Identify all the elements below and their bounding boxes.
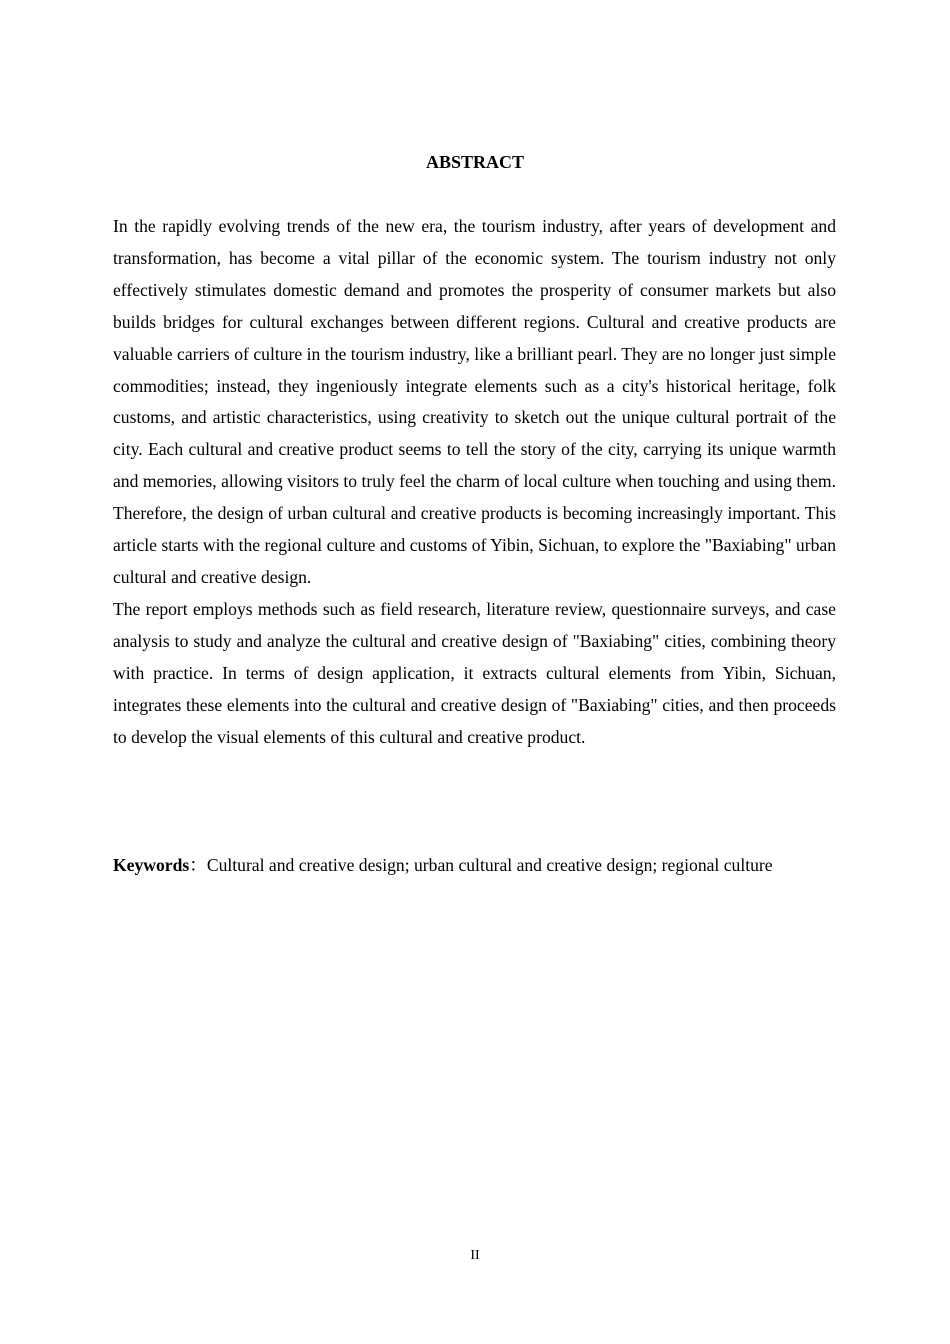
page-number: II	[470, 1248, 480, 1263]
abstract-body	[113, 211, 836, 753]
keywords-line	[113, 850, 850, 880]
keywords-separator: ：	[189, 855, 207, 875]
abstract-paragraph-2: The report employs methods such as field research, literature review, questionnaire surveys, and case analysis to study and analyze the cultural and creative design of "Baxiabing" cities, combining theory with practice. In terms of design application, it extracts cultural elements from Yibin, Sichuan, integrates these elements into the cultural and creative design of "Baxiabing" cities, and then proceeds to develop the visual elements of this cultural and creative product.	[113, 598, 836, 747]
keywords-text: Cultural and creative design; urban cultural and creative design; regional culture	[206, 855, 773, 875]
keywords-label: Keywords	[113, 855, 190, 875]
abstract-title: ABSTRACT	[425, 152, 525, 172]
abstract-paragraph-1: In the rapidly evolving trends of the new era, the tourism industry, after years of development and transformation, has become a vital pillar of the economic system. The tourism industry not only effectively stimulates domestic demand and promotes the prosperity of consumer markets but also builds bridges for cultural exchanges between different regions. Cultural and creative products are valuable carriers of culture in the tourism industry, like a brilliant pearl. They are no longer just simple commodities; instead, they ingeniously integrate elements such as a city's historical heritage, folk customs, and artistic characteristics, using creativity to sketch out the unique cultural portrait of the city. Each cultural and creative product seems to tell the story of the city, carrying its unique warmth and memories, allowing visitors to truly feel the charm of local culture when touching and using them. Therefore, the design of urban cultural and creative products is becoming increasingly important. This article starts with the regional culture and customs of Yibin, Sichuan, to explore the "Baxiabing" urban cultural and creative design.	[113, 216, 836, 587]
